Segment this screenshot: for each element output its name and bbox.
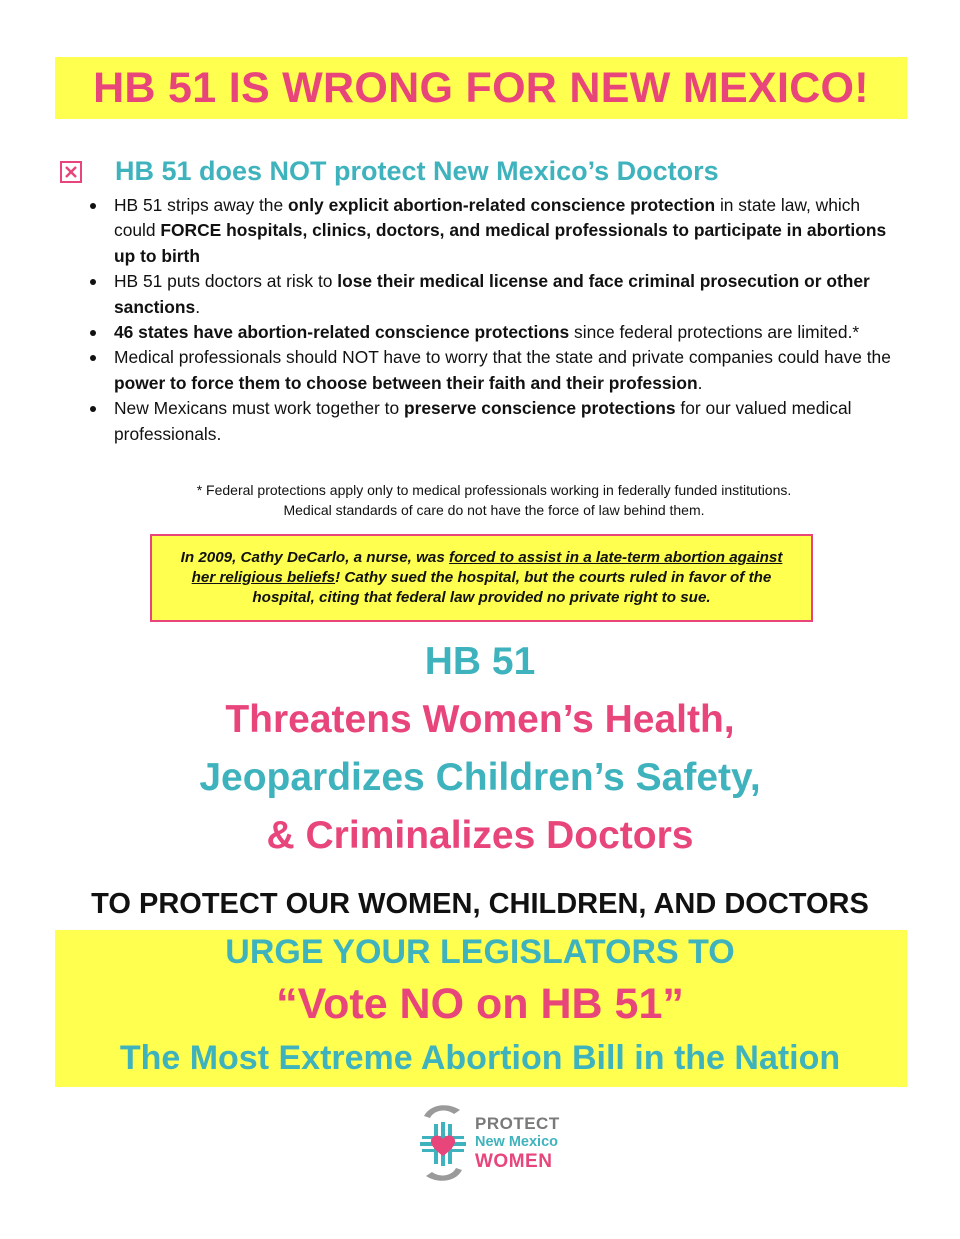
logo-text: PROTECT New Mexico WOMEN	[475, 1114, 560, 1172]
bullet-list	[88, 193, 898, 447]
footnote: * Federal protections apply only to medical professionals working in federally funded institutions. Medical standards of care do not have the force of law behind them.	[196, 482, 792, 518]
headline-bill: HB 51	[424, 640, 536, 683]
logo	[412, 1098, 562, 1188]
headline-children: Jeopardizes Children’s Safety,	[199, 756, 761, 799]
section-heading: HB 51 does NOT protect New Mexico’s Doctors	[115, 156, 719, 186]
page-title: HB 51 IS WRONG FOR NEW MEXICO!	[93, 63, 869, 112]
list-item: 46 states have abortion-related conscience protections since federal protections are limited.*	[88, 320, 898, 345]
callout-box	[150, 534, 813, 622]
list-item: Medical professionals should NOT have to worry that the state and private companies could have the power to force them to choose between their faith and their profession.	[88, 345, 898, 396]
x-box-icon	[60, 161, 82, 183]
list-item: HB 51 strips away the only explicit abortion-related conscience protection in state law, which could FORCE hospitals, clinics, doctors, and medical professionals to participate in abortions up to birth	[88, 193, 898, 269]
headline-women: Threatens Women’s Health,	[225, 698, 735, 741]
list-item: HB 51 puts doctors at risk to lose their medical license and face criminal prosecution or other sanctions.	[88, 269, 898, 320]
title-banner	[55, 57, 907, 119]
section-heading-row	[60, 156, 719, 187]
headline-doctors: & Criminalizes Doctors	[266, 814, 694, 857]
tagline: The Most Extreme Abortion Bill in the Nation	[119, 1039, 841, 1077]
urge-text: URGE YOUR LEGISLATORS TO	[225, 933, 735, 971]
protect-line: TO PROTECT OUR WOMEN, CHILDREN, AND DOCTORS	[91, 888, 869, 920]
list-item: New Mexicans must work together to preserve conscience protections for our valued medical professionals.	[88, 396, 898, 447]
callout-text: In 2009, Cathy DeCarlo, a nurse, was forced to assist in a late-term abortion against her religious beliefs! Cathy sued the hospital, but the courts ruled in favor of the hospital, citing that federal law provided no private right to sue.	[180, 549, 783, 606]
hands-heart-icon	[412, 1098, 474, 1188]
vote-no-text: “Vote NO on HB 51”	[276, 980, 684, 1028]
